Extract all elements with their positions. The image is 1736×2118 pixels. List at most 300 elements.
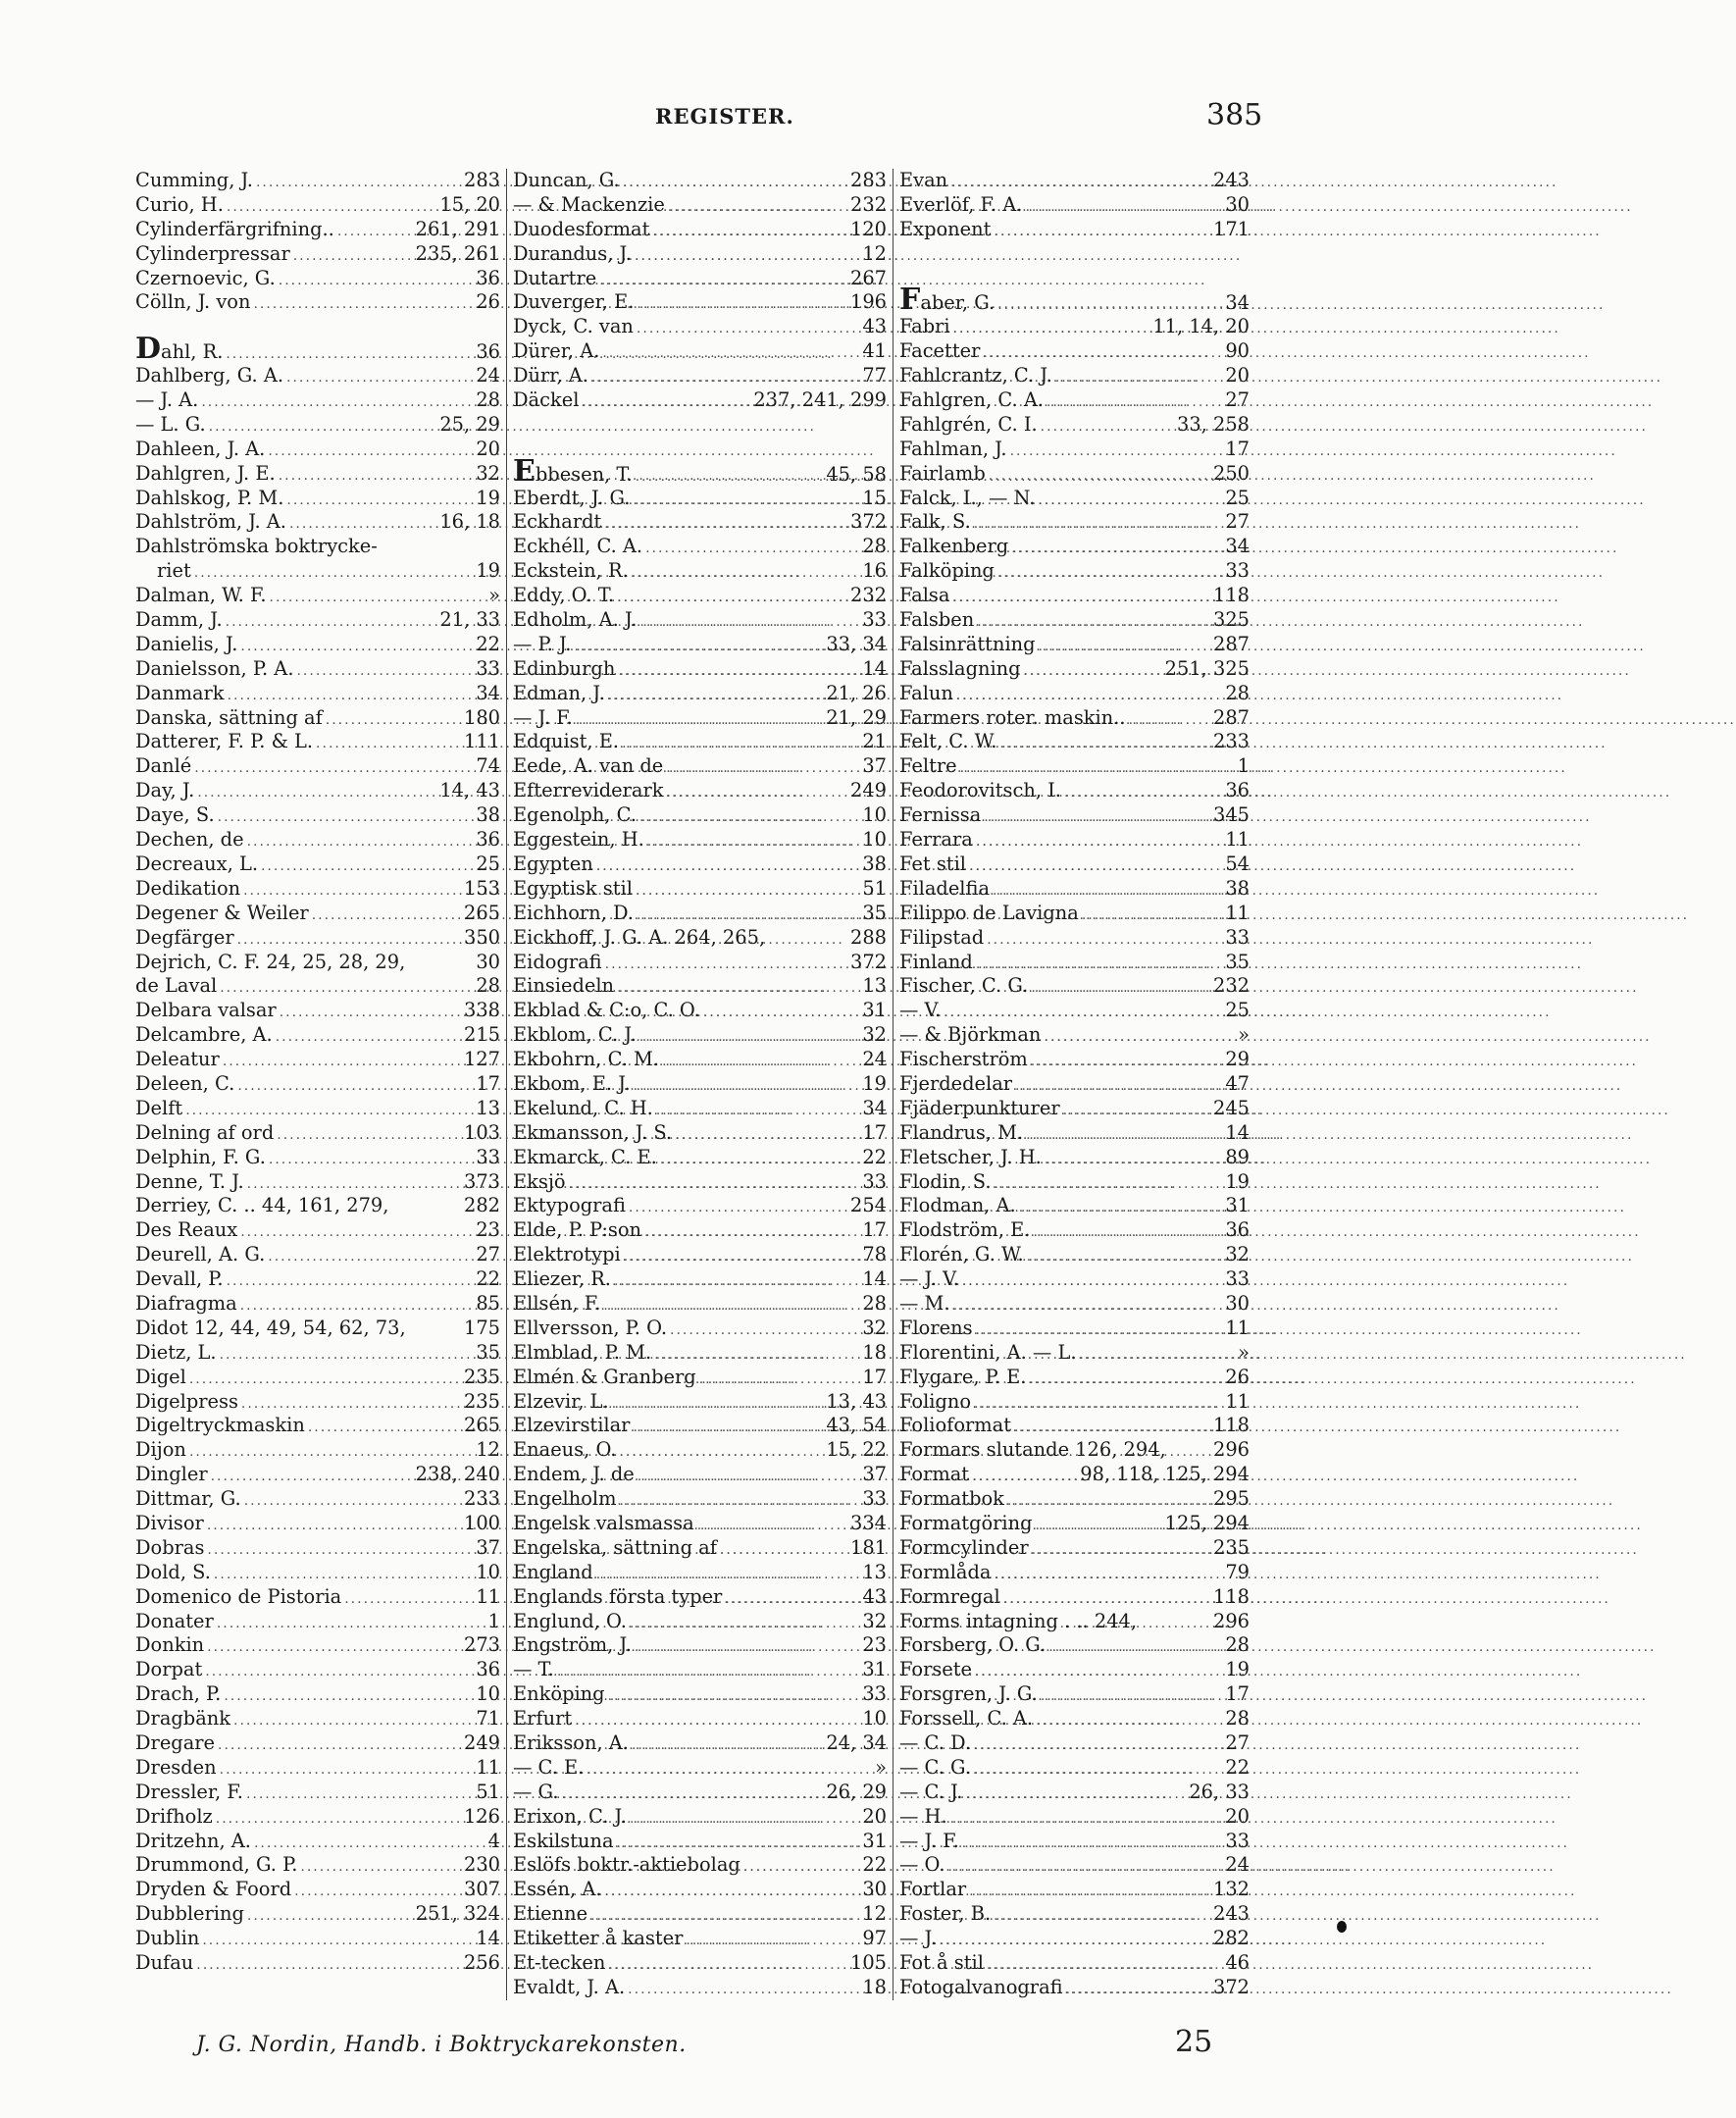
- index-entry: [513, 1487, 887, 1512]
- entry-term: Didot 12, 44, 49, 54, 62, 73,: [135, 1316, 406, 1339]
- entry-page-refs: 171: [1212, 217, 1250, 240]
- entry-term: Delphin, F. G.: [135, 1145, 266, 1168]
- dot-leader: [227, 1269, 474, 1294]
- index-entry: [899, 1585, 1250, 1610]
- entry-page-refs: 97: [862, 1927, 887, 1950]
- entry-term: Donkin: [135, 1633, 205, 1657]
- entry-term: Fot å stil: [899, 1951, 984, 1975]
- dot-leader: [950, 171, 1210, 195]
- index-entry: [899, 1463, 1250, 1487]
- index-entry: [513, 290, 887, 315]
- entry-term: Erfurt: [513, 1707, 573, 1731]
- dot-leader: [633, 489, 859, 513]
- dot-leader: [218, 805, 474, 830]
- entry-page-refs: 111: [463, 730, 500, 753]
- entry-term: Finland: [899, 950, 973, 973]
- dot-leader: [218, 1733, 461, 1758]
- index-entry: [135, 1902, 500, 1927]
- entry-term: Delcambre, A.: [135, 1023, 273, 1047]
- section-initial-letter: F: [899, 283, 921, 318]
- entry-page-refs: 4: [487, 1829, 500, 1852]
- entry-page-refs: 85: [476, 1291, 500, 1315]
- dot-leader: [975, 1660, 1222, 1684]
- entry-term: Dregare: [135, 1731, 216, 1754]
- index-entry: [513, 1194, 887, 1218]
- dot-leader: [699, 1368, 860, 1392]
- index-entry: [513, 779, 887, 803]
- entry-term: Falsslagning: [899, 656, 1021, 680]
- entry-term: Des Reaux: [135, 1218, 238, 1242]
- index-entry: [513, 951, 887, 975]
- entry-term: Fletscher, J. H.: [899, 1145, 1042, 1168]
- entry-page-refs: 23: [476, 1218, 500, 1242]
- dot-leader: [632, 561, 860, 586]
- entry-page-refs: 16: [862, 559, 887, 583]
- dot-leader: [1029, 1368, 1222, 1392]
- dot-leader: [636, 879, 859, 904]
- entry-term: [513, 453, 633, 489]
- entry-page-refs: 25: [1225, 999, 1250, 1022]
- entry-page-refs: 21: [862, 730, 887, 753]
- dot-leader: [286, 366, 473, 390]
- dot-leader: [639, 805, 859, 830]
- dot-leader: [254, 1832, 485, 1856]
- entry-term: Florens: [899, 1316, 973, 1339]
- dot-leader: [189, 1368, 461, 1392]
- entry-page-refs: 12: [862, 1902, 887, 1926]
- entry-term: Delning af ord: [135, 1120, 275, 1144]
- dot-leader: [618, 659, 859, 684]
- dot-leader: [256, 171, 461, 195]
- index-entry: [135, 242, 500, 267]
- entry-page-refs: 30: [476, 950, 500, 973]
- index-entry: [513, 1951, 887, 1976]
- entry-page-refs: 238, 240: [415, 1463, 500, 1486]
- entry-page-refs: 54: [1225, 852, 1250, 875]
- index-entry: [135, 730, 500, 754]
- index-entry: [513, 1097, 887, 1121]
- entry-term: Delbara valsar: [135, 999, 277, 1022]
- dot-leader: [268, 439, 473, 464]
- index-entry: [135, 169, 500, 193]
- dot-leader: [270, 586, 486, 610]
- dot-leader: [635, 244, 859, 269]
- dot-leader: [633, 1416, 823, 1440]
- index-entry: [513, 1048, 887, 1072]
- dot-leader: [675, 1123, 859, 1148]
- index-entry: [513, 1414, 887, 1438]
- entry-page-refs: 27: [1225, 388, 1250, 412]
- entry-page-refs: 32: [862, 1023, 887, 1047]
- entry-page-refs: 33: [862, 608, 887, 632]
- entry-term: Digeltryckmaskin: [135, 1414, 305, 1437]
- blank-row: [513, 413, 887, 438]
- running-title: REGISTER.: [655, 104, 794, 129]
- entry-term: Flodin, S.: [899, 1169, 992, 1193]
- dot-leader: [656, 1099, 859, 1123]
- entry-page-refs: 21, 26: [826, 681, 887, 704]
- entry-term: Digelpress: [135, 1389, 238, 1413]
- index-entry: [899, 1341, 1250, 1366]
- entry-term: Dobras: [135, 1535, 205, 1559]
- entry-term: — J. F.: [513, 705, 573, 729]
- index-entry: [135, 1853, 500, 1878]
- entry-term: Fabri: [899, 315, 950, 338]
- dot-leader: [997, 561, 1222, 586]
- entry-page-refs: 21, 29: [826, 705, 887, 729]
- entry-page-refs: 17: [862, 1365, 887, 1388]
- index-entry: [513, 364, 887, 388]
- entry-page-refs: 34: [862, 1096, 887, 1119]
- entry-term: Ekelund, C. H.: [513, 1096, 653, 1119]
- index-entry: [135, 1536, 500, 1561]
- entry-page-refs: 33: [1225, 1267, 1250, 1291]
- dot-leader: [574, 635, 823, 659]
- index-entry: [899, 608, 1250, 633]
- dot-leader: [994, 1904, 1210, 1929]
- index-entry: [899, 1023, 1250, 1048]
- entry-term: Flandrus, M.: [899, 1120, 1024, 1144]
- entry-term: Evaldt, J. A.: [513, 1975, 626, 1998]
- entry-term: Formlåda: [899, 1560, 992, 1583]
- index-entry: [135, 1707, 500, 1731]
- entry-page-refs: »: [1238, 1340, 1250, 1364]
- entry-term: Day, J.: [135, 779, 195, 802]
- entry-page-refs: »: [875, 1755, 887, 1779]
- entry-term: Eslöfs boktr.-aktiebolag: [513, 1853, 740, 1877]
- dot-leader: [247, 830, 474, 854]
- index-entry: [135, 1048, 500, 1072]
- entry-term: Dutartre: [513, 266, 597, 289]
- entry-term: — J.: [899, 1927, 937, 1950]
- index-entry: [899, 487, 1250, 511]
- index-entry: [135, 1366, 500, 1390]
- entry-page-refs: 26, 33: [1189, 1780, 1250, 1803]
- dot-leader: [247, 1172, 461, 1197]
- dot-leader: [635, 1635, 859, 1660]
- index-entry: [899, 1121, 1250, 1146]
- entry-page-refs: 250: [1212, 461, 1250, 485]
- entry-page-refs: 256: [463, 1951, 500, 1975]
- index-entry: [513, 1878, 887, 1902]
- entry-term: Evan: [899, 169, 948, 191]
- entry-page-refs: 11: [1225, 901, 1250, 924]
- entry-page-refs: 35: [476, 1340, 500, 1364]
- entry-page-refs: 118: [1212, 1414, 1250, 1437]
- index-entry: [513, 974, 887, 999]
- dot-leader: [662, 1050, 859, 1074]
- dot-leader: [261, 854, 473, 879]
- dot-leader: [960, 756, 1235, 781]
- dot-leader: [602, 341, 859, 366]
- index-entry: [513, 926, 887, 951]
- entry-term: Ekblad & C:o, C. O.: [513, 999, 700, 1022]
- dot-leader: [587, 1758, 872, 1782]
- entry-page-refs: 254: [849, 1194, 887, 1217]
- entry-page-refs: 24: [476, 364, 500, 387]
- dot-leader: [211, 1465, 413, 1489]
- entry-term: Ellversson, P. O.: [513, 1316, 668, 1339]
- entry-page-refs: 25: [1225, 486, 1250, 509]
- entry-page-refs: 265: [463, 1414, 500, 1437]
- entry-page-refs: 175: [463, 1316, 500, 1339]
- index-entry: [135, 535, 500, 559]
- dot-leader: [603, 1294, 859, 1318]
- dot-leader: [636, 465, 824, 490]
- entry-term: Endem, J. de: [513, 1463, 635, 1486]
- entry-term: Forsete: [899, 1658, 973, 1681]
- dot-leader: [240, 635, 473, 659]
- entry-page-refs: 17: [1225, 1682, 1250, 1706]
- entry-page-refs: 20: [1225, 364, 1250, 387]
- entry-term: Edholm, A. J.: [513, 608, 638, 632]
- entry-term: Deleatur: [135, 1048, 220, 1071]
- blank-row: [899, 267, 1250, 291]
- entry-page-refs: 32: [862, 1316, 887, 1339]
- entry-term: Digel: [135, 1365, 186, 1388]
- entry-term: Flodström, E.: [899, 1218, 1031, 1242]
- index-entry: [899, 1317, 1250, 1341]
- entry-page-refs: 43, 54: [826, 1414, 887, 1437]
- entry-page-refs: 90: [1225, 339, 1250, 363]
- entry-page-refs: 30: [1225, 1291, 1250, 1315]
- dot-leader: [1027, 1245, 1223, 1269]
- entry-term: — J. A.: [135, 388, 199, 412]
- index-entry: [135, 1292, 500, 1317]
- entry-term: Dalman, W. F.: [135, 584, 267, 607]
- index-entry: [135, 1805, 500, 1830]
- dot-leader: [591, 366, 859, 390]
- dot-leader: [617, 586, 847, 610]
- entry-page-refs: »: [1238, 1023, 1250, 1047]
- index-entry: [899, 1781, 1250, 1805]
- entry-term: Formars slutande 126, 294,: [899, 1438, 1166, 1462]
- entry-term: Farmers roter. maskin..: [899, 705, 1126, 729]
- entry-term: Ekmarck, C. E.: [513, 1145, 657, 1168]
- entry-term: Folioformat: [899, 1414, 1012, 1437]
- index-entry: [899, 1927, 1250, 1951]
- dot-leader: [1129, 708, 1210, 733]
- dot-leader: [1003, 1587, 1210, 1612]
- index-entry: [135, 1243, 500, 1267]
- entry-page-refs: 13: [862, 1560, 887, 1583]
- dot-leader: [987, 1953, 1222, 1978]
- index-entry: [135, 706, 500, 731]
- index-entry: [513, 1072, 887, 1097]
- entry-page-refs: 14: [862, 656, 887, 680]
- index-entry: [513, 1366, 887, 1390]
- dot-leader: [207, 1538, 473, 1563]
- entry-term: Forms intagning . .. 244,: [899, 1609, 1138, 1632]
- entry-term: Ekbom, E. J.: [513, 1071, 631, 1095]
- index-entry: [899, 1756, 1250, 1781]
- entry-page-refs: 32: [862, 1609, 887, 1632]
- index-entry: [135, 218, 500, 242]
- entry-page-refs: 33: [1225, 559, 1250, 583]
- index-entry: [135, 1512, 500, 1536]
- index-entry: [513, 559, 887, 584]
- index-entry: [899, 1633, 1250, 1658]
- entry-term: Florén, G. W.: [899, 1243, 1024, 1266]
- entry-page-refs: 215: [463, 1023, 500, 1047]
- entry-page-refs: 287: [1212, 632, 1250, 655]
- entry-term: Einsiedeln: [513, 974, 615, 998]
- index-entry: [135, 1438, 500, 1463]
- index-entry: [899, 1243, 1250, 1267]
- entry-page-refs: 32: [476, 461, 500, 485]
- entry-page-refs: 295: [1212, 1487, 1250, 1511]
- entry-term: Duodesformat: [513, 217, 650, 240]
- entry-page-refs: 127: [463, 1048, 500, 1071]
- dot-leader: [289, 512, 436, 537]
- entry-term: Ektypografi: [513, 1194, 626, 1217]
- entry-page-refs: 13: [862, 974, 887, 998]
- dot-leader: [1024, 659, 1162, 684]
- dot-leader: [743, 1855, 860, 1880]
- entry-page-refs: 45, 58: [826, 462, 887, 486]
- entry-term: Eksjö: [513, 1169, 566, 1193]
- entry-term: Degener & Weiler: [135, 901, 309, 924]
- index-entry: [899, 339, 1250, 364]
- index-entry: [135, 877, 500, 902]
- entry-page-refs: 287: [1212, 705, 1250, 729]
- entry-page-refs: 1: [1237, 754, 1250, 778]
- dot-leader: [279, 269, 474, 293]
- index-entry: [513, 1243, 887, 1267]
- entry-term: Divisor: [135, 1511, 204, 1534]
- index-entry: [899, 1682, 1250, 1707]
- entry-term: Datterer, F. P. & L.: [135, 730, 314, 753]
- entry-term: Drummond, G. P.: [135, 1853, 298, 1877]
- index-entry: [899, 1830, 1250, 1854]
- entry-page-refs: 28: [1225, 681, 1250, 704]
- entry-term: Dahlströmska boktrycke-: [135, 535, 378, 558]
- entry-page-refs: 20: [476, 437, 500, 460]
- entry-term: Filipstad: [899, 925, 985, 949]
- dot-leader: [596, 1563, 860, 1587]
- entry-page-refs: 14, 43: [439, 779, 500, 802]
- index-entry: [899, 730, 1250, 754]
- dot-leader: [220, 1758, 474, 1782]
- entry-page-refs: 180: [463, 705, 500, 729]
- index-entry: [135, 1487, 500, 1512]
- entry-term: — G.: [513, 1780, 559, 1803]
- entry-page-refs: 10: [476, 1560, 500, 1583]
- index-entry: [513, 706, 887, 731]
- entry-term: Falsa: [899, 584, 950, 607]
- entry-page-refs: 120: [849, 217, 887, 240]
- entry-term: Falköping: [899, 559, 995, 583]
- index-entry: [513, 1292, 887, 1317]
- entry-page-refs: 233: [463, 1487, 500, 1511]
- entry-term: Exponent: [899, 217, 992, 240]
- dot-leader: [1064, 781, 1222, 805]
- entry-term: Dürr, A.: [513, 364, 588, 387]
- dot-leader: [974, 1733, 1222, 1758]
- index-entry: [899, 951, 1250, 975]
- index-entry: [135, 1756, 500, 1781]
- dot-leader: [312, 904, 461, 928]
- entry-term: Facetter: [899, 339, 981, 363]
- dot-leader: [725, 1587, 859, 1612]
- entry-page-refs: 237, 241, 299: [753, 388, 887, 412]
- index-entry: [513, 1682, 887, 1707]
- dot-leader: [604, 512, 847, 537]
- dot-leader: [296, 659, 473, 684]
- dot-leader: [207, 1514, 461, 1538]
- index-entry: [899, 462, 1250, 487]
- dot-leader: [950, 1807, 1223, 1832]
- entry-term: Filadelfia: [899, 876, 991, 900]
- index-entry: [135, 1830, 500, 1854]
- entry-page-refs: 22: [476, 632, 500, 655]
- index-entry: [513, 1976, 887, 2000]
- index-entry: [513, 1561, 887, 1585]
- dot-leader: [666, 756, 859, 781]
- entry-term: — V.: [899, 999, 942, 1022]
- entry-term: Decreaux, L.: [135, 852, 258, 875]
- index-entry: [513, 1927, 887, 1951]
- entry-page-refs: 71: [476, 1707, 500, 1731]
- entry-term: Falkenberg: [899, 535, 1009, 558]
- entry-term: Danlé: [135, 754, 192, 778]
- index-entry: [899, 1610, 1250, 1634]
- entry-term: Format: [899, 1463, 970, 1486]
- entry-term: Duncan, G.: [513, 169, 620, 191]
- entry-term: Edquist, E.: [513, 730, 620, 753]
- entry-page-refs: 98, 118, 125, 294: [1080, 1463, 1250, 1486]
- dot-leader: [247, 1904, 413, 1929]
- index-entry: [899, 1951, 1250, 1976]
- index-entry: [135, 1781, 500, 1805]
- entry-page-refs: 89: [1225, 1145, 1250, 1168]
- dot-leader: [629, 1196, 847, 1220]
- index-columns: [135, 169, 1250, 2000]
- entry-page-refs: 34: [1225, 291, 1250, 315]
- index-entry: [513, 487, 887, 511]
- index-entry: [513, 1853, 887, 1878]
- entry-page-refs: 125, 294: [1164, 1511, 1250, 1534]
- entry-page-refs: 36: [476, 266, 500, 289]
- index-entry: [899, 364, 1250, 388]
- index-entry: [513, 657, 887, 682]
- index-entry: [899, 1366, 1250, 1390]
- entry-page-refs: 334: [849, 1511, 887, 1534]
- entry-term: — T.: [513, 1658, 554, 1681]
- dot-leader: [1066, 1978, 1210, 2002]
- index-entry: [135, 1341, 500, 1366]
- entry-page-refs: 372: [849, 950, 887, 973]
- entry-term: Everlöf, F. A.: [899, 192, 1023, 216]
- entry-page-refs: 273: [463, 1633, 500, 1657]
- entry-term: Forsberg, O. G.: [899, 1633, 1047, 1657]
- entry-page-refs: 33, 258: [1176, 412, 1250, 436]
- entry-page-refs: 15: [862, 486, 887, 509]
- dot-leader: [214, 1563, 473, 1587]
- entry-term: Eckstein, R.: [513, 559, 629, 583]
- entry-term: Curio, H.: [135, 192, 224, 216]
- entry-term: Elde, P. P:son: [513, 1218, 642, 1242]
- index-entry: [513, 510, 887, 535]
- dot-leader: [630, 1612, 859, 1636]
- index-entry: [135, 462, 500, 487]
- entry-page-refs: 22: [476, 1267, 500, 1291]
- index-entry: [513, 1170, 887, 1195]
- dot-leader: [977, 610, 1210, 635]
- dot-leader: [286, 489, 473, 513]
- entry-term: Fahlman, J.: [899, 437, 1007, 460]
- index-entry: [513, 1805, 887, 1830]
